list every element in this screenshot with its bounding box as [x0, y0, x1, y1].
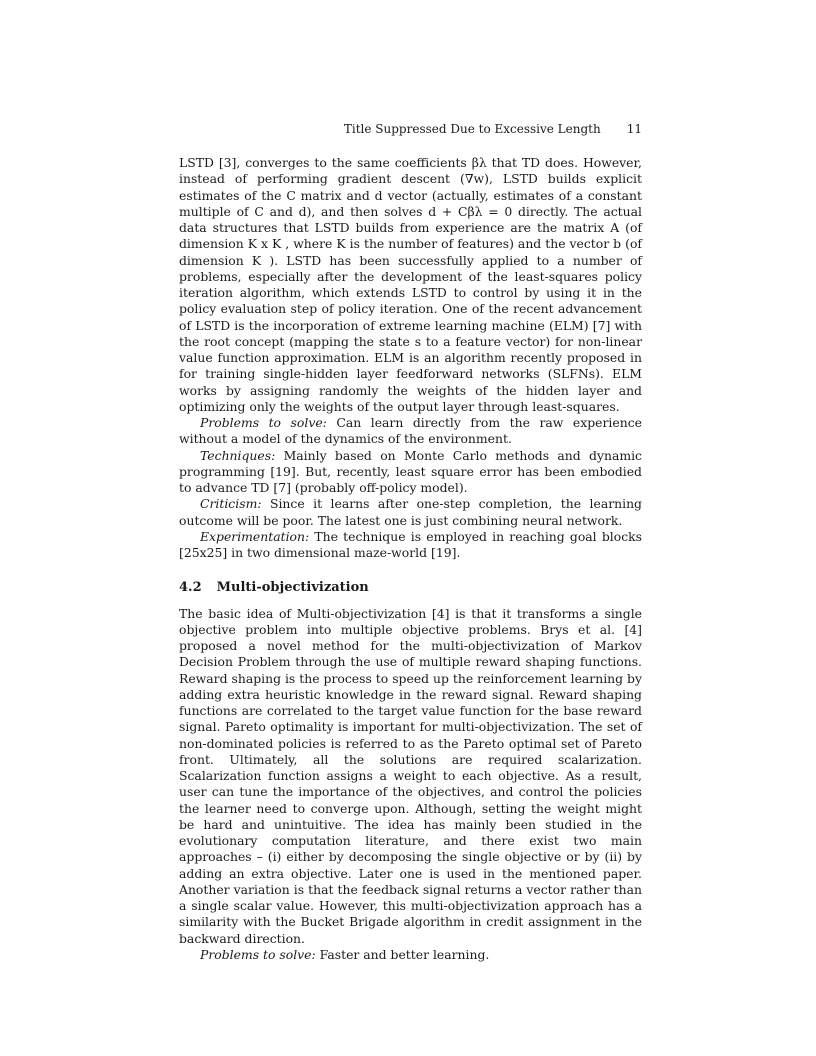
paragraph-experimentation — [179, 529, 642, 562]
experimentation-text: The technique is employed in reaching goal blocks [25x25] in two dimensional maze-world [19]. — [179, 528, 642, 560]
problems-text-2: Faster and better learning. — [315, 946, 490, 962]
paragraph-criticism — [179, 496, 642, 529]
section-title: Multi-objectivization — [216, 580, 369, 596]
experimentation-label: Experimentation: — [200, 528, 310, 544]
paragraph-problems-to-solve-2 — [179, 947, 642, 963]
paragraph-techniques — [179, 448, 642, 497]
techniques-text: Mainly based on Monte Carlo methods and dynamic programming [19]. But, recently, least square error has been embodied to advance TD [7] (probably off-policy model). — [179, 447, 642, 495]
problems-label: Problems to solve: — [200, 415, 327, 430]
running-title: Title Suppressed Due to Excessive Length — [343, 122, 601, 136]
body-text — [179, 155, 642, 963]
paragraph-problems-to-solve — [179, 415, 642, 448]
paragraph-multi-objectivization: The basic idea of Multi-objectivization [4] is that it transforms a single objective problem into multiple objective problems. Brys et al. [4] proposed a novel method for the multi-objectivization of Markov Decision Problem through the use of multiple reward shaping functions. Reward shaping is the process to speed up the reinforcement learning by adding extra heuristic knowledge in the reward signal. Reward shaping functions are correlated to the target value function for the base reward signal. Pareto optimality is important for multi-objectivization. The set of non-dominated policies is referred to as the Pareto optimal set of Pareto front. Ultimately, all the solutions are required scalarization. Scalarization function assigns a weight to each objective. As a result, user can tune the importance of the objectives, and control the policies the learner need to converge upon. Although, setting the weight might be hard and unintuitive. The idea has mainly been studied in the evolutionary computation literature, and there exist two main approaches – (i) either by decomposing the single objective or by (ii) by adding an extra objective. Later one is used in the mentioned paper. Another variation is that the feedback signal returns a vector rather than a single scalar value. However, this multi-objectivization approach has a similarity with the Bucket Brigade algorithm in credit assignment in the backward direction. — [179, 605, 642, 946]
paragraph-lstd: LSTD [3], converges to the same coefficients βλ that TD does. However, instead of performing gradient descent (∇w), LSTD builds explicit estimates of the C matrix and d vector (actually, estimates of a constant multiple of C and d), and then solves d + Cβλ = 0 directly. The actual data structures that LSTD builds from experience are the matrix A (of dimension K x K , where K is the number of features) and the vector b (of dimension K ). LSTD has been successfully applied to a number of problems, especially after the development of the least-squares policy iteration algorithm, which extends LSTD to control by using it in the policy evaluation step of policy iteration. One of the recent advancement of LSTD is the incorporation of extreme learning machine (ELM) [7] with the root concept (mapping the state s to a feature vector) for non-linear value function approximation. ELM is an algorithm recently proposed in for training single-hidden layer feedforward networks (SLFNs). ELM works by assigning randomly the weights of the hidden layer and optimizing only the weights of the output layer through least-squares. — [179, 155, 642, 414]
criticism-label: Criticism: — [200, 496, 262, 512]
page-number: 11 — [626, 122, 642, 136]
section-number: 4.2 — [179, 580, 202, 596]
criticism-text: Since it learns after one-step completion, the learning outcome will be poor. The latest one is just combining neural network. — [179, 496, 642, 528]
problems-text: Can learn directly from the raw experience without a model of the dynamics of the environment. — [179, 415, 642, 447]
problems-label-2: Problems to solve: — [200, 946, 316, 962]
section-heading — [179, 580, 642, 596]
techniques-label: Techniques: — [200, 447, 276, 463]
running-header — [179, 122, 642, 136]
